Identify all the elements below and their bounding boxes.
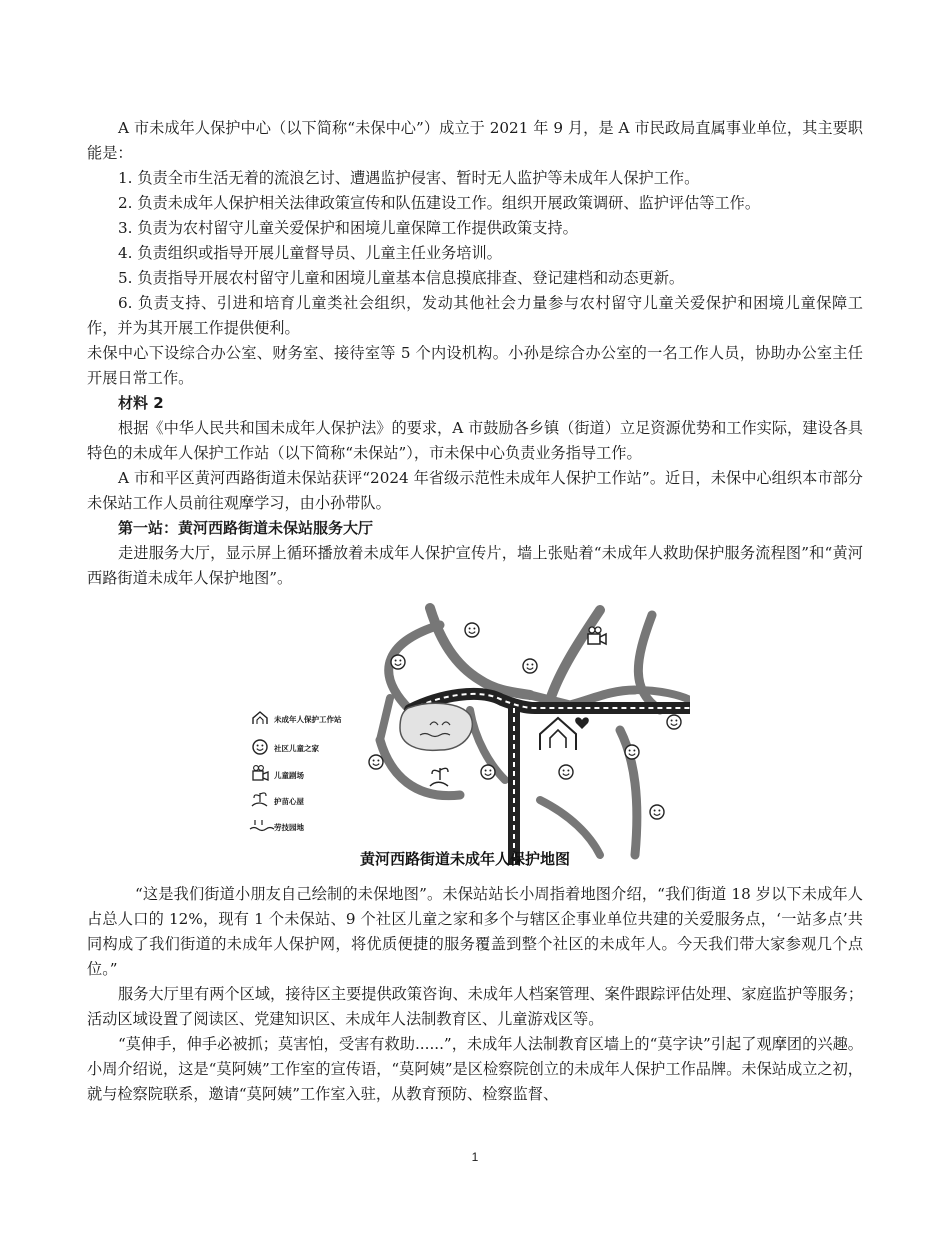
- map-park: [400, 703, 472, 750]
- paragraph-director: “这是我们街道小朋友自己绘制的未保地图”。未保站站长小周指着地图介绍，“我们街道 18 岁以下未成年人占总人口的 12%，现有 1 个未保站、9 个社区儿童之家和多个与辖区企事业单位共建的关爱服务点，‘一站多点’共同构成了我们街道的未成年人保护网，将优质便捷的服务覆盖到整个社区的未成年人。今天我们带大家参观几个点位。”: [87, 885, 863, 978]
- page-number: 1: [471, 1150, 479, 1164]
- map-title: 黄河西路街道未成年人保护地图: [359, 850, 571, 868]
- paragraph-visit: A 市和平区黄河西路街道未保站获评“2024 年省级示范性未成年人保护工作站”。近日，未保中心组织本市部分未保站工作人员前往观摩学习，由小孙带队。: [87, 469, 863, 512]
- heading-stop-1: 第一站：黄河西路街道未保站服务大厅: [118, 519, 374, 537]
- paragraph-org: 未保中心下设综合办公室、财务室、接待室等 5 个内设机构。小孙是综合办公室的一名工作人员，协助办公室主任开展日常工作。: [87, 344, 863, 387]
- legend-plant-label: 劳技园地: [274, 823, 304, 832]
- heading-material-2: 材料 2: [118, 394, 164, 412]
- legend-plant-icon: [250, 820, 274, 831]
- map-garden-icon: [430, 768, 448, 786]
- legend-garden-icon: [252, 793, 267, 806]
- map-theater-icon: [588, 627, 606, 644]
- paragraph-areas: 服务大厅里有两个区域，接待区主要提供政策咨询、未成年人档案管理、案件跟踪评估处理、家庭监护等服务；活动区域设置了阅读区、党建知识区、未成年人法制教育区、儿童游戏区等。: [87, 985, 863, 1028]
- duty-item-3: 3. 负责为农村留守儿童关爱保护和困境儿童保障工作提供政策支持。: [118, 219, 578, 237]
- paragraph-law: 根据《中华人民共和国未成年人保护法》的要求，A 市鼓励各乡镇（街道）立足资源优势和工作实际，建设各具特色的未成年人保护工作站（以下简称“未保站”），市未保中心负责业务指导工作。: [87, 419, 863, 462]
- legend-station-icon: [253, 712, 267, 724]
- paragraph-hall: 走进服务大厅，显示屏上循环播放着未成年人保护宣传片，墙上张贴着“未成年人救助保护服务流程图”和“黄河西路街道未成年人保护地图”。: [87, 544, 863, 587]
- paragraph-intro: A 市未成年人保护中心（以下简称“未保中心”）成立于 2021 年 9 月，是 A 市民政局直属事业单位，其主要职能是：: [87, 119, 863, 162]
- legend-theater-icon: [253, 766, 268, 780]
- map-legend: [250, 712, 342, 832]
- legend-home-label: 社区儿童之家: [274, 744, 319, 753]
- protection-map-figure: [240, 600, 690, 875]
- legend-theater-label: 儿童剧场: [274, 771, 304, 780]
- paragraph-slogan: “莫伸手，伸手必被抓；莫害怕，受害有救助......”，未成年人法制教育区墙上的“莫字诀”引起了观摩团的兴趣。小周介绍说，这是“莫阿姨”工作室的宣传语，“莫阿姨”是区检察院创立的未成年人保护工作品牌。未保站成立之初，就与检察院联系，邀请“莫阿姨”工作室入驻，从教育预防、检察监督、: [87, 1035, 863, 1103]
- map-station-icon: [540, 717, 589, 750]
- duty-item-2: 2. 负责未成年人保护相关法律政策宣传和队伍建设工作。组织开展政策调研、监护评估等工作。: [118, 194, 761, 212]
- duty-item-4: 4. 负责组织或指导开展儿童督导员、儿童主任业务培训。: [118, 244, 502, 262]
- legend-home-icon: [253, 740, 267, 754]
- legend-station-label: 未成年人保护工作站: [274, 715, 342, 724]
- duty-item-5: 5. 负责指导开展农村留守儿童和困境儿童基本信息摸底排查、登记建档和动态更新。: [118, 269, 685, 287]
- duty-item-1: 1. 负责全市生活无着的流浪乞讨、遭遇监护侵害、暂时无人监护等未成年人保护工作。: [118, 169, 700, 187]
- legend-garden-label: 护苗心屋: [274, 797, 304, 806]
- duty-item-6: 6. 负责支持、引进和培育儿童类社会组织，发动其他社会力量参与农村留守儿童关爱保护和困境儿童保障工作，并为其开展工作提供便利。: [87, 294, 863, 337]
